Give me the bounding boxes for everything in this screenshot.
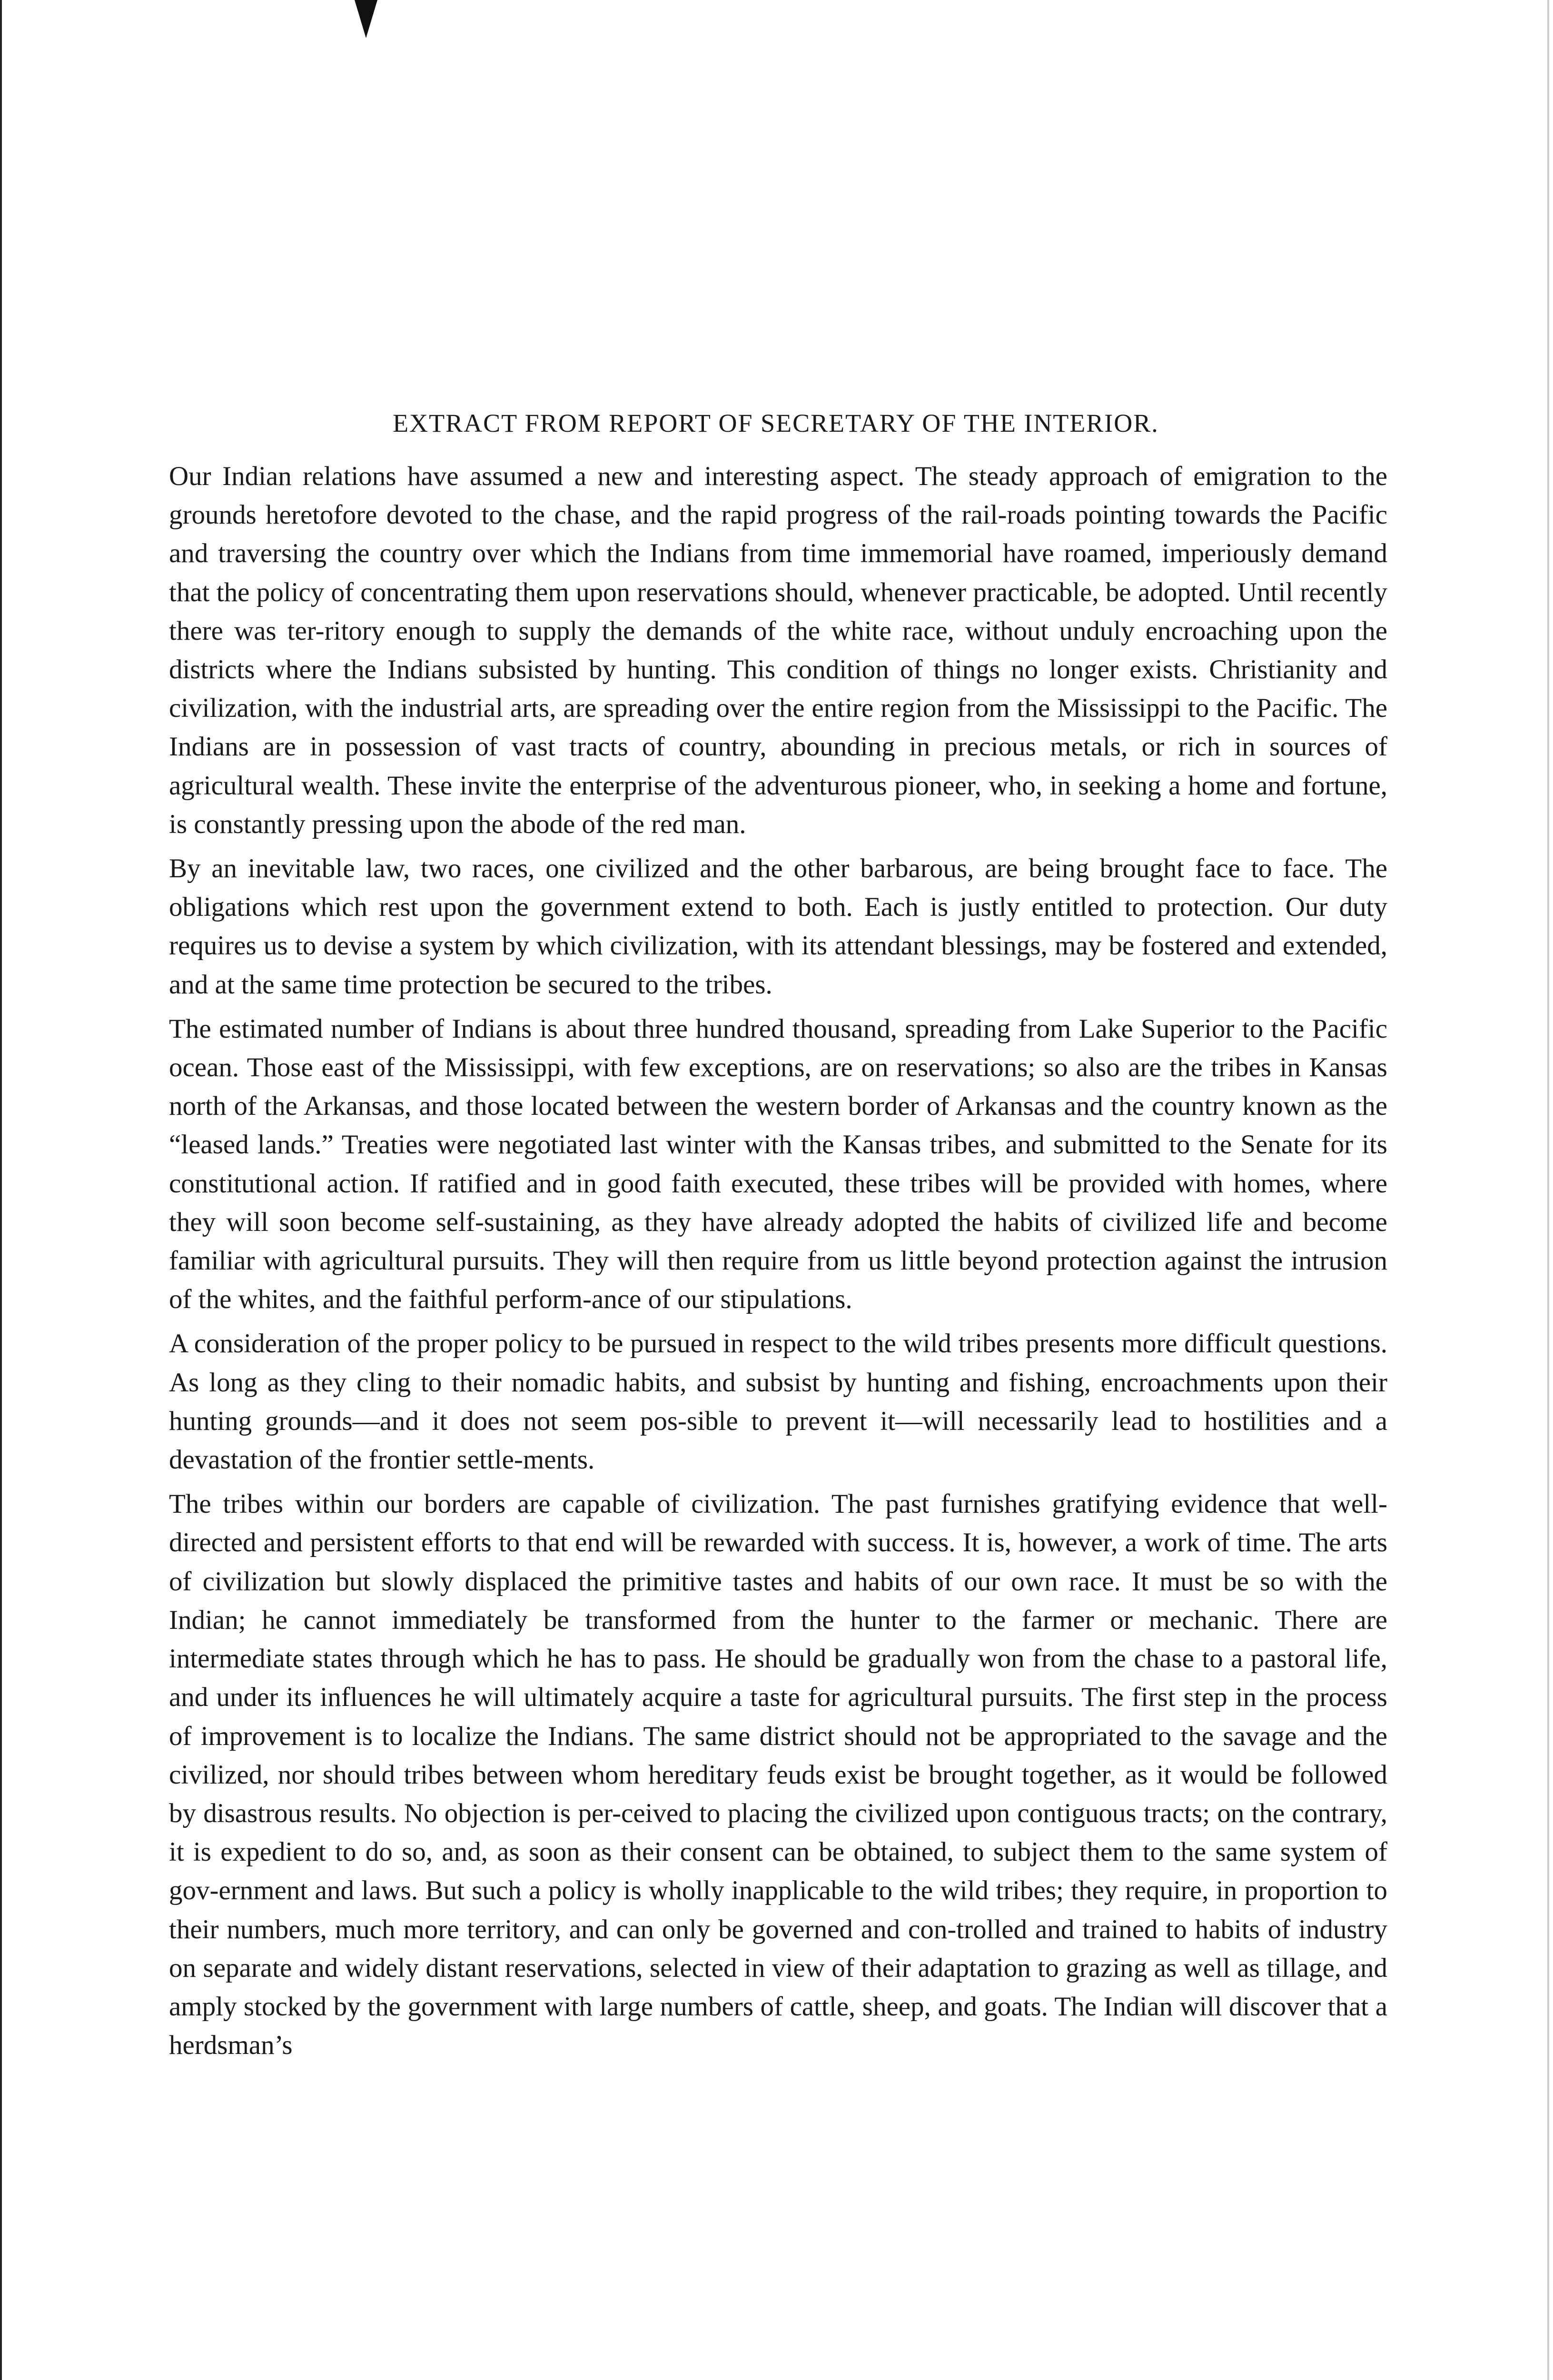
- paragraph-5: The tribes within our borders are capable of civilization. The past furnishes gratifying evidence that well-directed and persistent efforts to that end will be rewarded with success. It is, however, a work of time. The arts of civilization but slowly displaced the primitive tastes and habits of our own race. It must be so with the Indian; he cannot immediately be transformed from the hunter to the farmer or mechanic. There are intermediate states through which he has to pass. He should be gradually won from the chase to a pastoral life, and under its influences he will ultimately acquire a taste for agricultural pursuits. The first step in the process of improvement is to localize the Indians. The same district should not be appropriated to the savage and the civilized, nor should tribes between whom hereditary feuds exist be brought together, as it would be followed by disastrous results. No objection is per-ceived to placing the civilized upon contiguous tracts; on the contrary, it is expedient to do so, and, as soon as their consent can be obtained, to subject them to the same system of gov-ernment and laws. But such a policy is wholly inapplicable to the wild tribes; they require, in proportion to their numbers, much more territory, and can only be governed and con-trolled and trained to habits of industry on separate and widely distant reservations, selected in view of their adaptation to grazing as well as tillage, and amply stocked by the government with large numbers of cattle, sheep, and goats. The Indian will discover that a herdsman’s: [169, 1489, 1387, 2061]
- page-right-edge: [1547, 0, 1549, 2380]
- binding-mark-icon: [355, 0, 377, 38]
- paragraph-1: Our Indian relations have assumed a new and interesting aspect. The steady approach of emigration to the grounds heretofore devoted to the chase, and the rapid progress of the rail-roads pointing towards the Pacific and traversing the country over which the Indians from time immemorial have roamed, imperiously demand that the policy of concentrating them upon reservations should, whenever practicable, be adopted. Until recently there was ter-ritory enough to supply the demands of the white race, without unduly encroaching upon the districts where the Indians subsisted by hunting. This condition of things no longer exists. Christianity and civilization, with the industrial arts, are spreading over the entire region from the Mississippi to the Pacific. The Indians are in possession of vast tracts of country, abounding in precious metals, or rich in sources of agricultural wealth. These invite the enterprise of the adventurous pioneer, who, in seeking a home and fortune, is constantly pressing upon the abode of the red man.: [169, 461, 1387, 839]
- page-left-edge: [0, 0, 2, 2380]
- paragraph-3: The estimated number of Indians is about three hundred thousand, spreading from Lake Superior to the Pacific ocean. Those east of the Mississippi, with few exceptions, are on reservations; so also are the tribes in Kansas north of the Arkansas, and those located between the western border of Arkansas and the country known as the “leased lands.” Treaties were negotiated last winter with the Kansas tribes, and submitted to the Senate for its constitutional action. If ratified and in good faith executed, these tribes will be provided with homes, where they will soon become self-sustaining, as they have already adopted the habits of civilized life and become familiar with agricultural pursuits. They will then require from us little beyond protection against the intrusion of the whites, and the faithful perform-ance of our stipulations.: [169, 1013, 1387, 1315]
- paragraph-4: A consideration of the proper policy to be pursued in respect to the wild tribes presents more difficult questions. As long as they cling to their nomadic habits, and subsist by hunting and fishing, encroachments upon their hunting grounds—and it does not seem pos-sible to prevent it—will necessarily lead to hostilities and a devastation of the frontier settle-ments.: [169, 1329, 1387, 1475]
- document-title: EXTRACT FROM REPORT OF SECRETARY OF THE INTERIOR.: [393, 409, 1159, 437]
- paragraph-2: By an inevitable law, two races, one civilized and the other barbarous, are being brought face to face. The obligations which rest upon the government extend to both. Each is justly entitled to protection. Our duty requires us to devise a system by which civilization, with its attendant blessings, may be fostered and extended, and at the same time protection be secured to the tribes.: [169, 853, 1387, 1000]
- document-body: [164, 408, 1387, 2070]
